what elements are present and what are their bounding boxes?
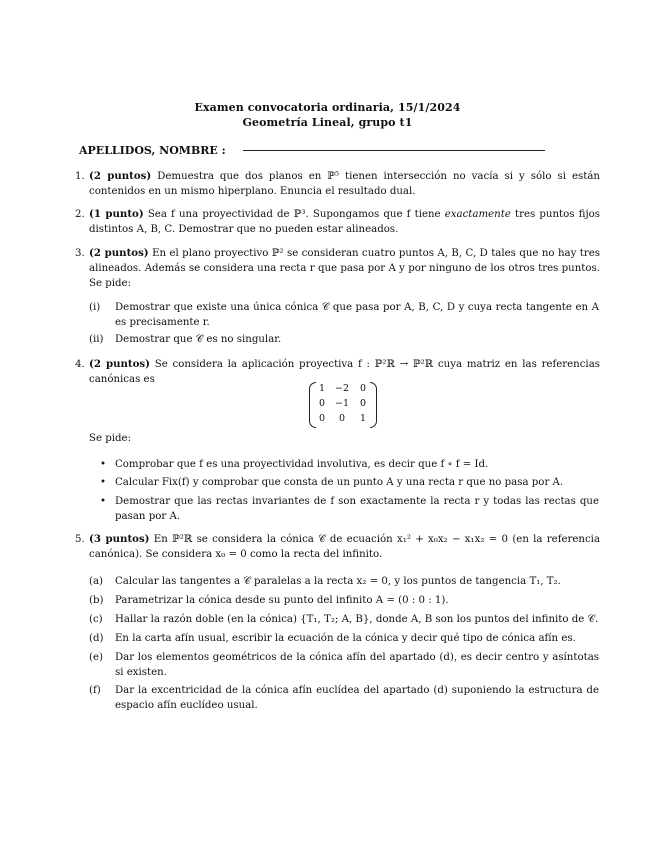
question-5-number: 5.	[75, 534, 85, 545]
question-5-item	[89, 683, 599, 713]
item-label: (e)	[89, 652, 103, 663]
question-5-item	[89, 574, 599, 589]
bullet-text: Demostrar que las rectas invariantes de f son exactamente la recta r y todas las rectas que pasan por A.	[115, 496, 599, 522]
question-5-item	[89, 593, 599, 608]
item-label: (f)	[89, 685, 101, 696]
question-5-item	[89, 631, 599, 646]
question-4-text: Se considera la aplicación proyectiva f : ℙ²ℝ → ℙ²ℝ cuya matriz en las referencias canónicas es	[89, 359, 600, 385]
matrix-cell: 0	[318, 398, 326, 409]
question-3-text: En el plano proyectivo ℙ² se consideran cuatro puntos A, B, C, D tales que no hay tres alineados. Además se considera una recta r que pasa por A y por ninguno de los otros tres puntos. Se pide:	[89, 248, 600, 289]
question-5-points: (3 puntos)	[89, 533, 150, 545]
item-label: (i)	[89, 302, 101, 313]
question-4-se-pide: Se pide:	[89, 433, 132, 444]
question-2-points: (1 punto)	[89, 208, 144, 220]
item-label: (c)	[89, 614, 103, 625]
question-2-text-b: tres puntos fijos distintos A, B, C. Demostrar que no pueden estar alineados.	[89, 209, 600, 235]
bullet-glyph: •	[100, 477, 107, 488]
item-text: Dar la excentricidad de la cónica afín euclídea del apartado (d) suponiendo la estructura de espacio afín euclídeo usual.	[115, 685, 599, 711]
question-3-points: (2 puntos)	[89, 247, 149, 259]
name-field-label: APELLIDOS, NOMBRE :	[79, 144, 226, 157]
matrix-cell: 0	[318, 413, 326, 424]
item-text: Calcular las tangentes a 𝒞 paralelas a la recta x₂ = 0, y los puntos de tangencia T₁, T₂.	[115, 576, 561, 587]
question-4-bullet	[100, 475, 599, 490]
item-text: Dar los elementos geométricos de la cónica afín del apartado (d), es decir centro y asíntotas si existen.	[115, 652, 599, 678]
question-2-number: 2.	[75, 209, 85, 220]
question-3-item	[89, 332, 599, 347]
question-2-emphasis: exactamente	[444, 209, 511, 220]
question-4-number: 4.	[75, 359, 85, 370]
question-5-item	[89, 612, 599, 627]
matrix-cell: 0	[359, 383, 367, 394]
matrix-cell: 0	[359, 398, 367, 409]
matrix-cell: 1	[359, 413, 367, 424]
name-field-line[interactable]	[243, 150, 545, 151]
item-text: Demostrar que existe una única cónica 𝒞 que pasa por A, B, C, D y cuya recta tangente en A es precisamente r.	[115, 302, 599, 328]
bullet-text: Comprobar que f es una proyectividad involutiva, es decir que f ∘ f = Id.	[115, 459, 489, 470]
bullet-glyph: •	[100, 459, 107, 470]
exam-title: Examen convocatoria ordinaria, 15/1/2024	[194, 101, 461, 114]
matrix-cell: −2	[334, 383, 349, 394]
bullet-text: Calcular Fix(f) y comprobar que consta de un punto A y una recta r que no pasa por A.	[115, 477, 564, 488]
matrix-cell: −1	[334, 398, 349, 409]
question-5-text: En ℙ²ℝ se considera la cónica 𝒞 de ecuación x₁² + x₀x₂ − x₁x₂ = 0 (en la referencia canónica). Se considera x₀ = 0 como la recta del infinito.	[89, 534, 600, 560]
item-text: Demostrar que 𝒞 es no singular.	[115, 334, 282, 345]
question-5-item	[89, 650, 599, 680]
question-2-text-a: Sea f una proyectividad de ℙ³. Supongamos que f tiene	[147, 209, 441, 220]
item-label: (d)	[89, 633, 104, 644]
question-1-text: Demuestra que dos planos en ℙ⁵ tienen intersección no vacía si y sólo si están contenidos en un mismo hiperplano. Enuncia el resultado dual.	[89, 171, 600, 197]
item-label: (a)	[89, 576, 104, 587]
question-1-number: 1.	[75, 171, 85, 182]
question-3-number: 3.	[75, 248, 85, 259]
question-4-bullet	[100, 457, 599, 472]
exam-subtitle: Geometría Lineal, grupo t1	[242, 116, 413, 129]
question-4-points: (2 puntos)	[89, 358, 150, 370]
question-4-bullet	[100, 494, 599, 524]
question-1	[75, 169, 600, 199]
item-text: En la carta afín usual, escribir la ecuación de la cónica y decir qué tipo de cónica afín es.	[115, 633, 576, 644]
item-label: (ii)	[89, 334, 104, 345]
item-text: Hallar la razón doble (en la cónica) {T₁, T₂; A, B}, donde A, B son los puntos del infinito de 𝒞.	[115, 614, 599, 625]
question-1-points: (2 puntos)	[89, 170, 152, 182]
question-5	[75, 532, 600, 562]
item-text: Parametrizar la cónica desde su punto del infinito A = (0 : 0 : 1).	[115, 595, 449, 606]
question-3-item	[89, 300, 599, 330]
projective-matrix	[309, 382, 377, 428]
matrix-cell: 1	[318, 383, 326, 394]
item-label: (b)	[89, 595, 104, 606]
bullet-glyph: •	[100, 496, 107, 507]
question-3	[75, 246, 600, 291]
question-2	[75, 207, 600, 237]
matrix-cell: 0	[338, 413, 346, 424]
